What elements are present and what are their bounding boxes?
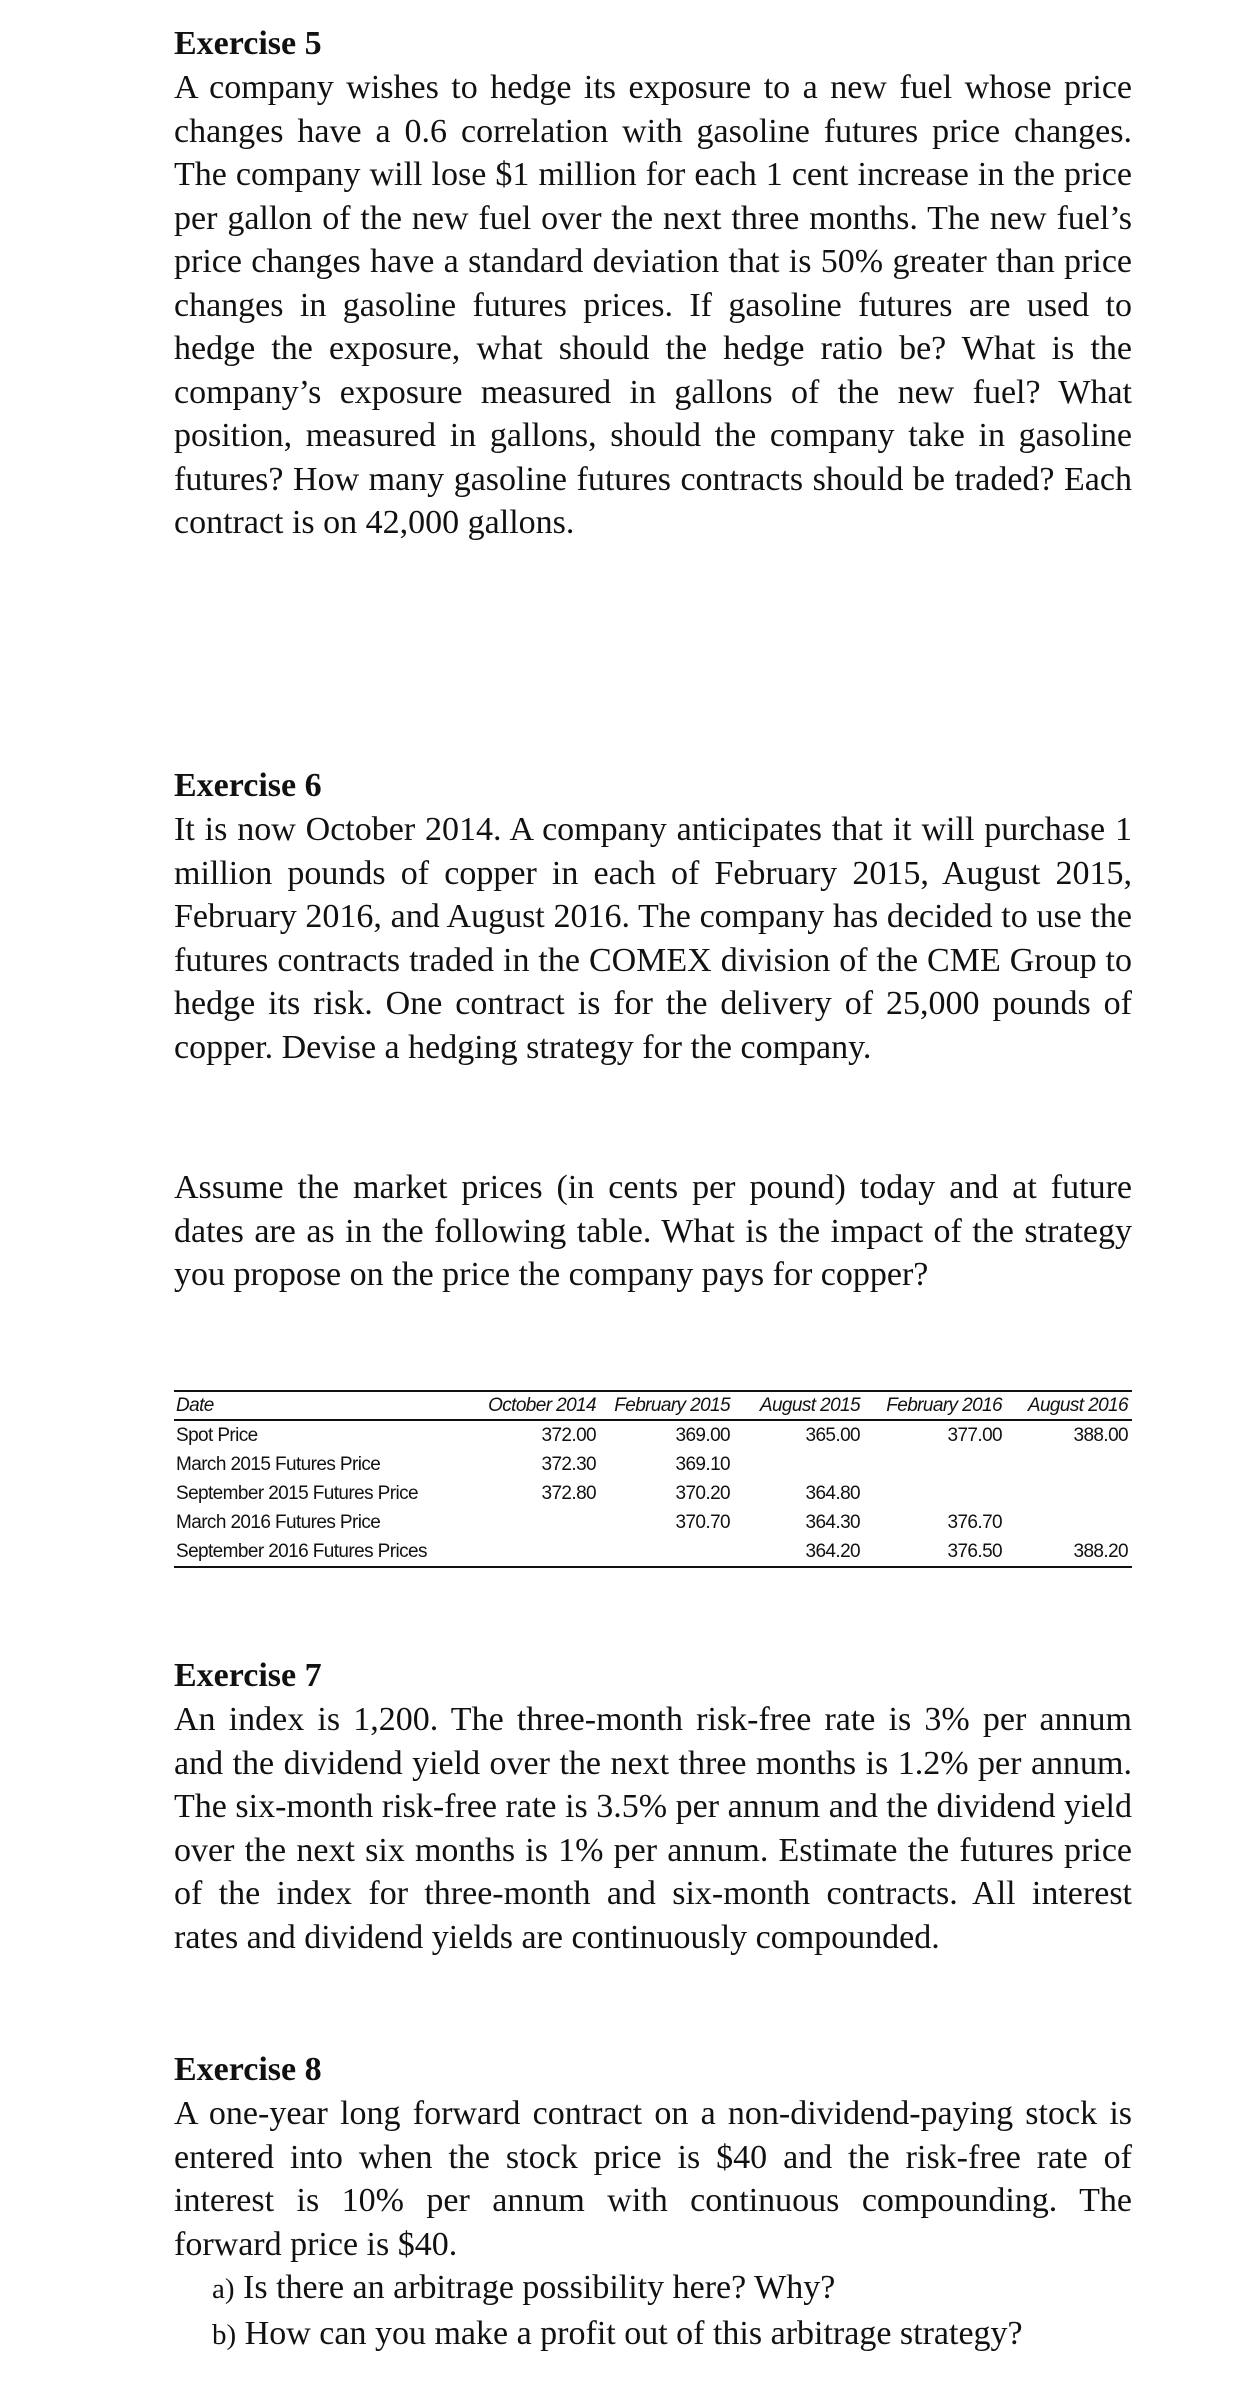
exercise-6 <box>174 764 1132 1069</box>
table-cell <box>1006 1450 1132 1479</box>
table-cell: September 2015 Futures Price <box>176 1482 418 1504</box>
table-header-cell: August 2015 <box>734 1391 864 1420</box>
exercise-6-title: Exercise 6 <box>174 767 322 804</box>
table-row <box>174 1508 1132 1537</box>
table-cell: 388.00 <box>1073 1424 1128 1446</box>
table-header-cell: August 2016 <box>1006 1391 1132 1420</box>
table-cell <box>864 1450 1006 1479</box>
table-cell <box>1006 1508 1132 1537</box>
item-label: a) <box>212 2273 235 2305</box>
table-cell: March 2016 Futures Price <box>176 1511 381 1533</box>
table-row <box>174 1537 1132 1567</box>
table-cell <box>466 1508 600 1537</box>
table-header-row <box>174 1391 1132 1420</box>
table-header-cell: February 2015 <box>600 1391 734 1420</box>
table-cell <box>600 1537 734 1567</box>
table-cell: 372.00 <box>541 1424 596 1446</box>
exercise-6-text: It is now October 2014. A company anticipates that it will purchase 1 million pounds of copper in each of February 2015, August 2015, February 2016, and August 2016. The company has decided to use the futures contracts traded in the COMEX division of the CME Group to hedge its risk. One contract is for the delivery of 25,000 pounds of copper. Devise a hedging strategy for the company. <box>174 811 1132 1066</box>
exercise-5 <box>174 22 1132 545</box>
table-cell: 372.30 <box>541 1453 596 1475</box>
exercise-8-item-b <box>174 2312 1132 2358</box>
table-cell: 364.30 <box>805 1511 860 1533</box>
table-cell: 369.10 <box>675 1453 730 1475</box>
exercise-5-title: Exercise 5 <box>174 25 322 62</box>
table-cell: 364.80 <box>805 1482 860 1504</box>
table-cell: 377.00 <box>947 1424 1002 1446</box>
table-cell: 364.20 <box>734 1537 864 1567</box>
exercise-7-title: Exercise 7 <box>174 1657 322 1694</box>
item-text: Is there an arbitrage possibility here? Why? <box>243 2269 836 2306</box>
table-header-cell: October 2014 <box>466 1391 600 1420</box>
item-text: How can you make a profit out of this arbitrage strategy? <box>244 2314 1023 2352</box>
copper-price-table <box>174 1390 1132 1568</box>
table-cell: 376.50 <box>864 1537 1006 1567</box>
exercise-6-question-text: Assume the market prices (in cents per pound) today and at future dates are as in the following table. What is the impact of the strategy you propose on the price the company pays for copper? <box>174 1169 1132 1293</box>
table-cell: September 2016 Futures Prices <box>174 1537 466 1567</box>
item-label: b) <box>212 2318 237 2351</box>
exercise-5-text: A company wishes to hedge its exposure to a new fuel whose price changes have a 0.6 correlation with gasoline futures price changes. The company will lose $1 million for each 1 cent increase in the price per gallon of the new fuel over the next three months. The new fuel’s price changes have a standard deviation that is 50% greater than price changes in gasoline futures prices. If gasoline futures are used to hedge the exposure, what should the hedge ratio be? What is the company’s exposure measured in gallons of the new fuel? What position, measured in gallons, should the company take in gasoline futures? How many gasoline futures contracts should be traded? Each contract is on 42,000 gallons. <box>174 69 1132 541</box>
exercise-7 <box>174 1654 1132 1959</box>
table-cell: 369.00 <box>675 1424 730 1446</box>
table-cell <box>1006 1479 1132 1508</box>
table-cell: 365.00 <box>805 1424 860 1446</box>
table-cell: Spot Price <box>176 1424 258 1446</box>
table-cell: 388.20 <box>1006 1537 1132 1567</box>
exercise-8 <box>174 2048 1132 2357</box>
exercise-7-text: An index is 1,200. The three-month risk-free rate is 3% per annum and the dividend yield over the next three months is 1.2% per annum. The six-month risk-free rate is 3.5% per annum and the dividend yield over the next six months is 1% per annum. Estimate the futures price of the index for three-month and six-month contracts. All interest rates and dividend yields are continuously compounded. <box>174 1701 1132 1956</box>
table-cell <box>466 1537 600 1567</box>
table-cell <box>734 1450 864 1479</box>
exercise-8-item-a <box>174 2266 1132 2312</box>
table-cell: 370.70 <box>675 1511 730 1533</box>
copper-price-table-wrap <box>174 1390 1132 1568</box>
table-cell: March 2015 Futures Price <box>176 1453 381 1475</box>
table-cell: 372.80 <box>541 1482 596 1504</box>
table-row <box>174 1479 1132 1508</box>
table-cell: 376.70 <box>947 1511 1002 1533</box>
exercise-8-title: Exercise 8 <box>174 2051 322 2088</box>
table-cell <box>864 1479 1006 1508</box>
table-row <box>174 1450 1132 1479</box>
table-header-cell: February 2016 <box>864 1391 1006 1420</box>
exercise-8-text: A one-year long forward contract on a non-dividend-paying stock is entered into when the stock price is $40 and the risk-free rate of interest is 10% per annum with continuous compounding. The forward price is $40. <box>174 2095 1132 2263</box>
exercise-6-question <box>174 1166 1132 1297</box>
table-row <box>174 1420 1132 1450</box>
table-cell: 370.20 <box>675 1482 730 1504</box>
table-header-cell: Date <box>174 1391 466 1420</box>
